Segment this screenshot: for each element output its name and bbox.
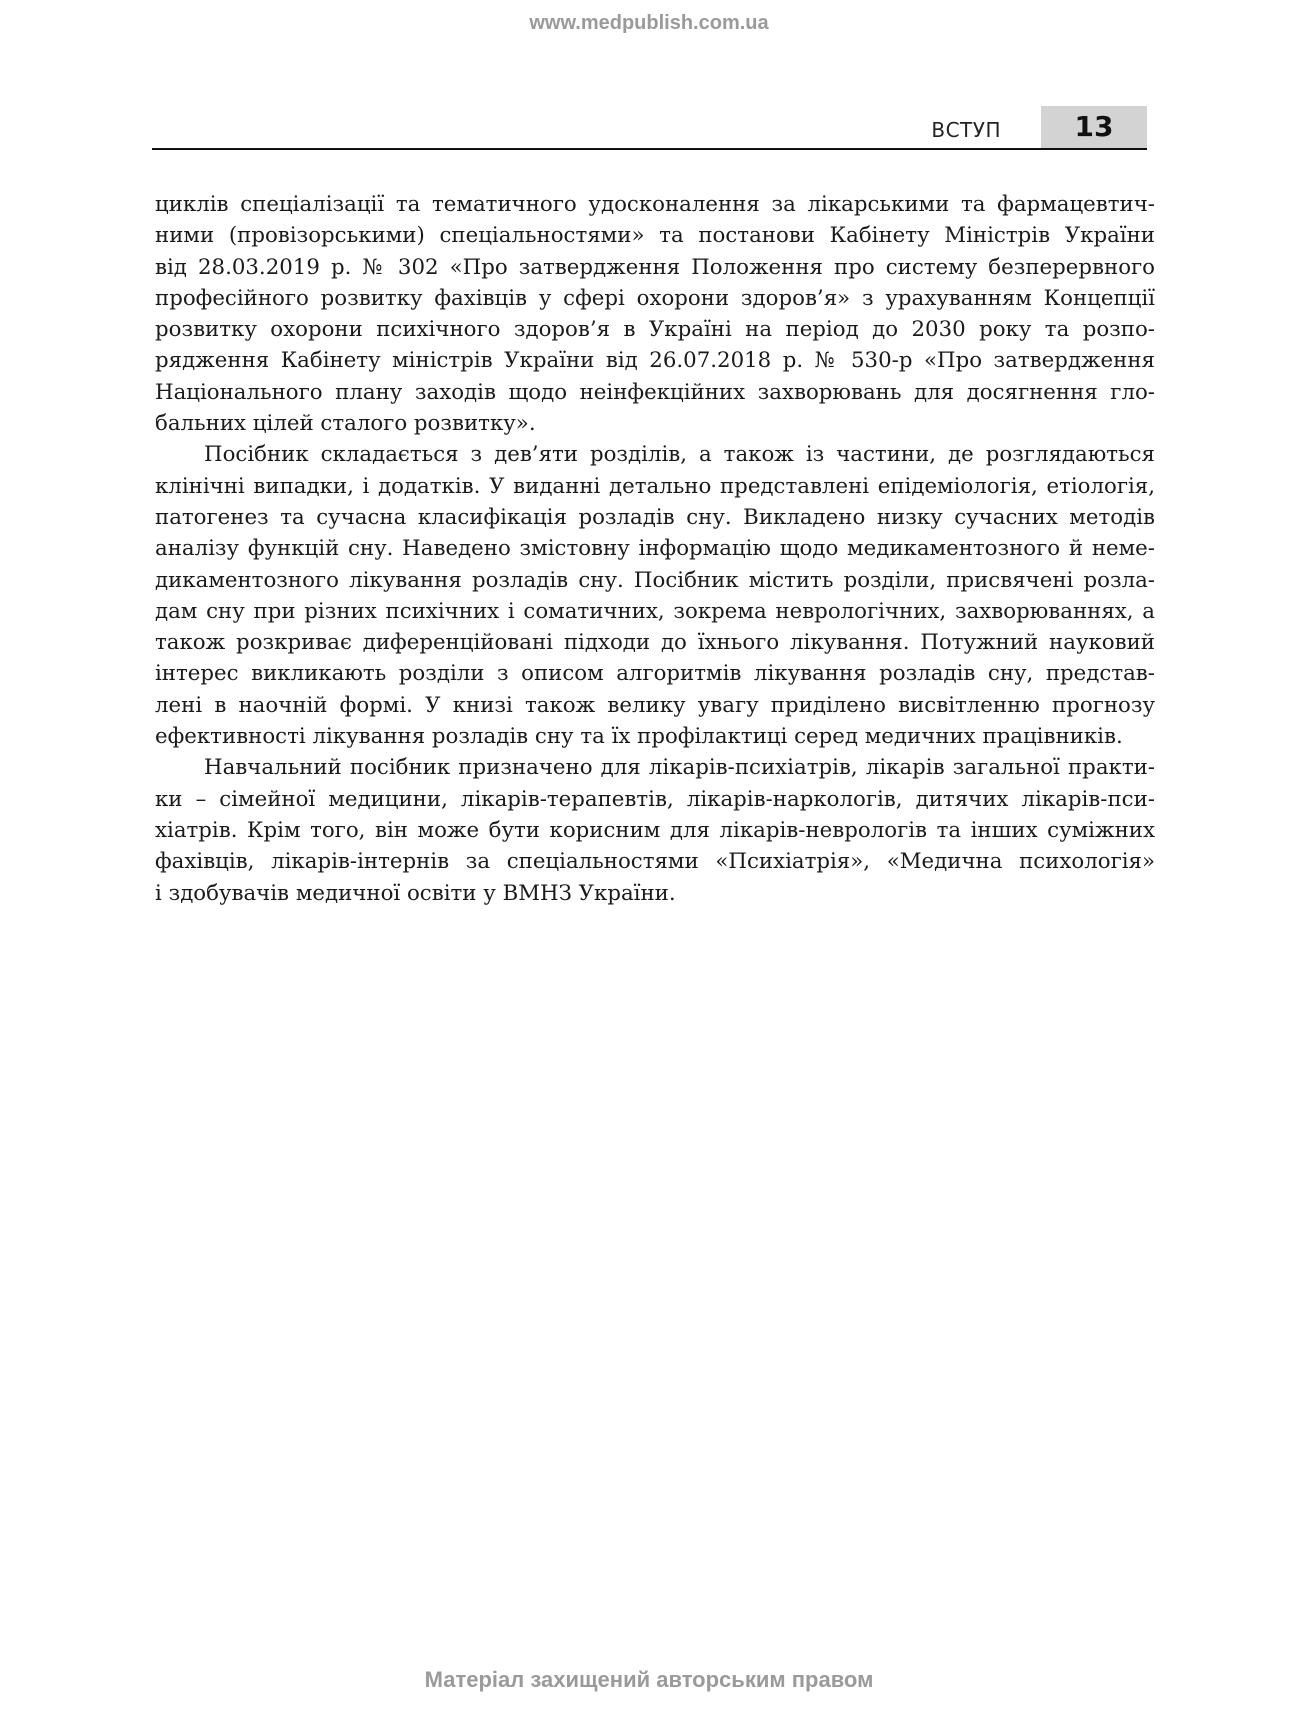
text-line: від 28.03.2019 р. № 302 «Про затвердження Положення про систему безперервного <box>155 254 1155 280</box>
text-line: ки – сімейної медицини, лікарів-терапевтів, лікарів-наркологів, дитячих лікарів-пси- <box>155 786 1155 812</box>
body-text <box>155 189 1155 909</box>
text-line: бальних цілей сталого розвитку». <box>155 411 536 437</box>
watermark-copyright: Матеріал захищений авторським правом <box>424 1667 874 1692</box>
page-number: 13 <box>1041 106 1147 148</box>
paragraph <box>155 439 1155 752</box>
running-header <box>152 106 1147 150</box>
text-line: також розкриває диференційовані підходи до їхнього лікування. Потужний науковий <box>155 630 1155 656</box>
paragraph <box>155 189 1155 439</box>
text-line: патогенез та сучасна класифікація розладів сну. Викладено низку сучасних методів <box>155 504 1155 530</box>
text-line: професійного розвитку фахівців у сфері охорони здоров’я» з урахуванням Концепції <box>155 285 1155 311</box>
text-line: рядження Кабінету міністрів України від 26.07.2018 р. № 530-р «Про затвердження <box>155 348 1155 374</box>
text-line: дикаментозного лікування розладів сну. Посібник містить розділи, присвячені розла- <box>155 567 1155 593</box>
text-line: і здобувачів медичної освіти у ВМНЗ України. <box>155 880 676 906</box>
section-title: ВСТУП <box>931 118 1001 142</box>
text-line: аналізу функцій сну. Наведено змістовну інформацію щодо медикаментозного й неме- <box>155 536 1155 562</box>
text-line: дам сну при різних психічних і соматичних, зокрема неврологічних, захворюваннях, а <box>155 598 1155 624</box>
text-line: інтерес викликають розділи з описом алгоритмів лікування розладів сну, представ- <box>155 661 1155 687</box>
text-line: фахівців, лікарів-інтернів за спеціальностями «Психіатрія», «Медична психологія» <box>155 849 1155 875</box>
text-line: ними (провізорськими) спеціальностями» та постанови Кабінету Міністрів України <box>155 223 1155 249</box>
watermark-url: www.medpublish.com.ua <box>529 12 769 34</box>
text-line: розвитку охорони психічного здоров’я в Україні на період до 2030 року та розпо- <box>155 317 1155 343</box>
text-line: циклів спеціалізації та тематичного удосконалення за лікарськими та фармацевтич- <box>155 192 1155 217</box>
text-line: Посібник складається з дев’яти розділів, а також із частини, де розглядаються <box>204 442 1155 468</box>
text-line: лені в наочній формі. У книзі також велику увагу приділено висвітленню прогнозу <box>155 692 1155 718</box>
text-line: Навчальний посібник призначено для лікарів-психіатрів, лікарів загальної практи- <box>204 755 1155 781</box>
text-line: клінічні випадки, і додатків. У виданні детально представлені епідеміологія, етіологія, <box>155 473 1155 499</box>
text-line: Національного плану заходів щодо неінфекційних захворювань для досягнення гло- <box>155 379 1155 405</box>
text-line: хіатрів. Крім того, він може бути корисним для лікарів-неврологів та інших суміжних <box>155 817 1155 843</box>
paragraph <box>155 752 1155 908</box>
text-line: ефективності лікування розладів сну та їх профілактиці серед медичних працівників. <box>155 724 1123 750</box>
